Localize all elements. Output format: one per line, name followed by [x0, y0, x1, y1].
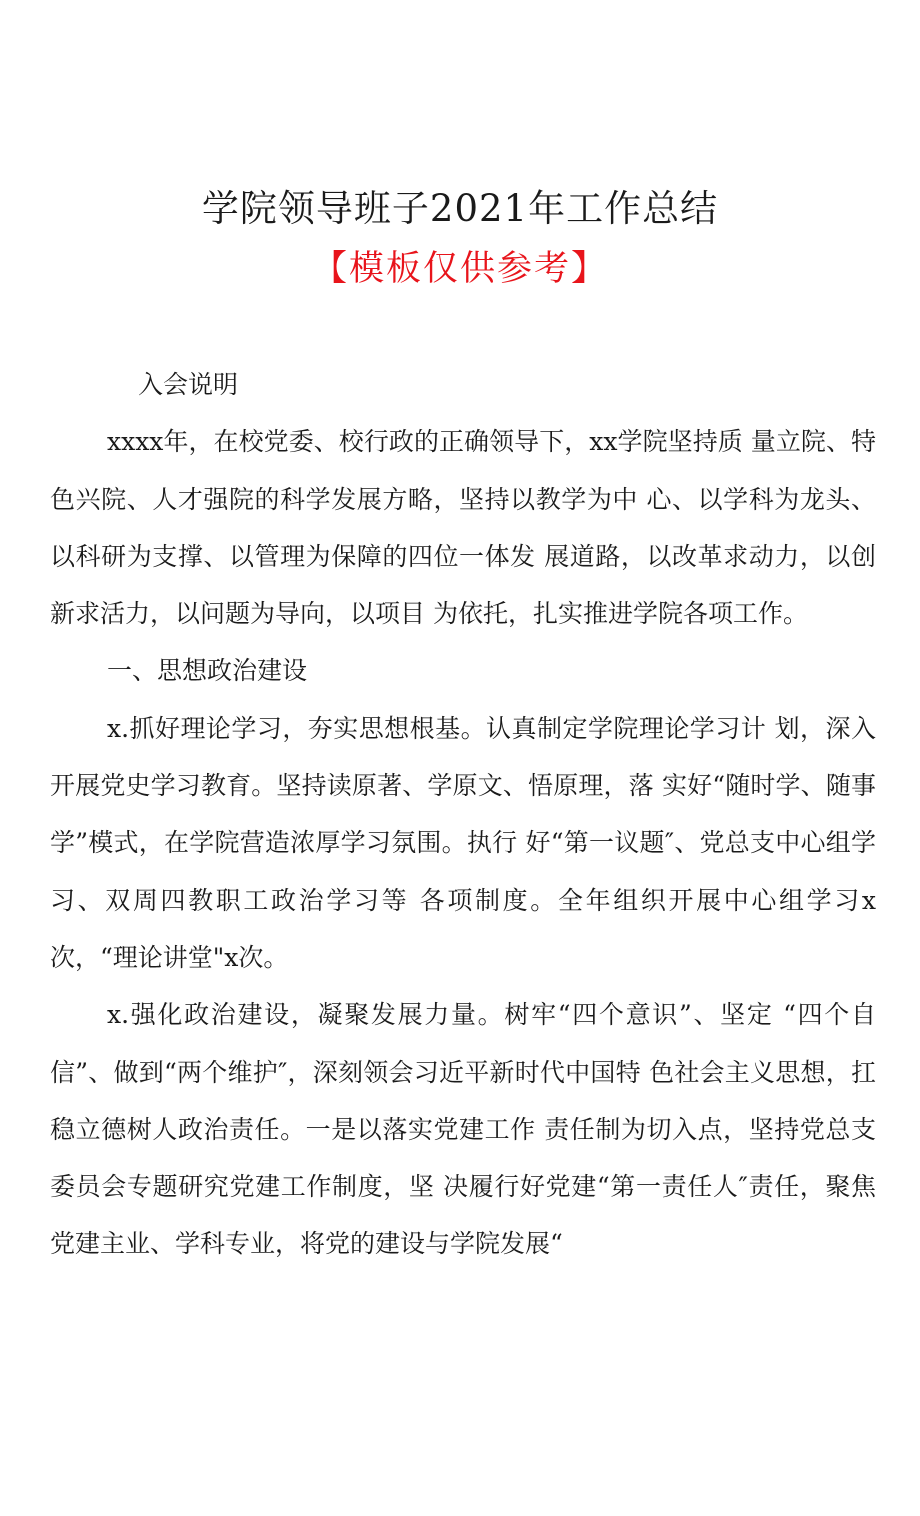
document-body — [50, 356, 876, 1273]
document-subtitle: 【模板仅供参考】 — [311, 249, 608, 289]
section-heading-1: 一、思想政治建设 — [107, 656, 308, 686]
intro-label: 入会说明 — [138, 370, 239, 399]
paragraph-intro: xxxx年，在校党委、校行政的正确领导下，xx学院坚持质 量立院、特色兴院、人才强院的科学发展方略，坚持以教学为中 心、以学科为龙头、以科研为支撑、以管理为保障的四位一体发 展道路，以改革求动力，以创新求活力，以问题为导向，以项目 为依托，扎实推进学院各项工作。 — [50, 427, 876, 629]
paragraph-political-building: x.强化政治建设，凝聚发展力量。树牢“四个意识”、坚定 “四个自信”、做到“两个维护″，深刻领会习近平新时代中国特 色社会主义思想，扛稳立德树人政治责任。一是以落实党建工作 责任制为切入点，坚持党总支委员会专题研究党建工作制度，坚 决履行好党建“第一责任人″责任，聚焦党建主业、学科专业，将党的建设与学院发展“ — [50, 1000, 876, 1259]
paragraph-theory-study: x.抓好理论学习，夯实思想根基。认真制定学院理论学习计 划，深入开展党史学习教育。坚持读原著、学原文、悟原理，落 实好“随时学、随事学”模式，在学院营造浓厚学习氛围。执行 好“第一议题″、党总支中心组学习、双周四教职工政治学习等 各项制度。全年组织开展中心组学习x次，“理论讲堂"x次。 — [50, 713, 876, 972]
document-title: 学院领导班子2021年工作总结 — [201, 187, 719, 230]
